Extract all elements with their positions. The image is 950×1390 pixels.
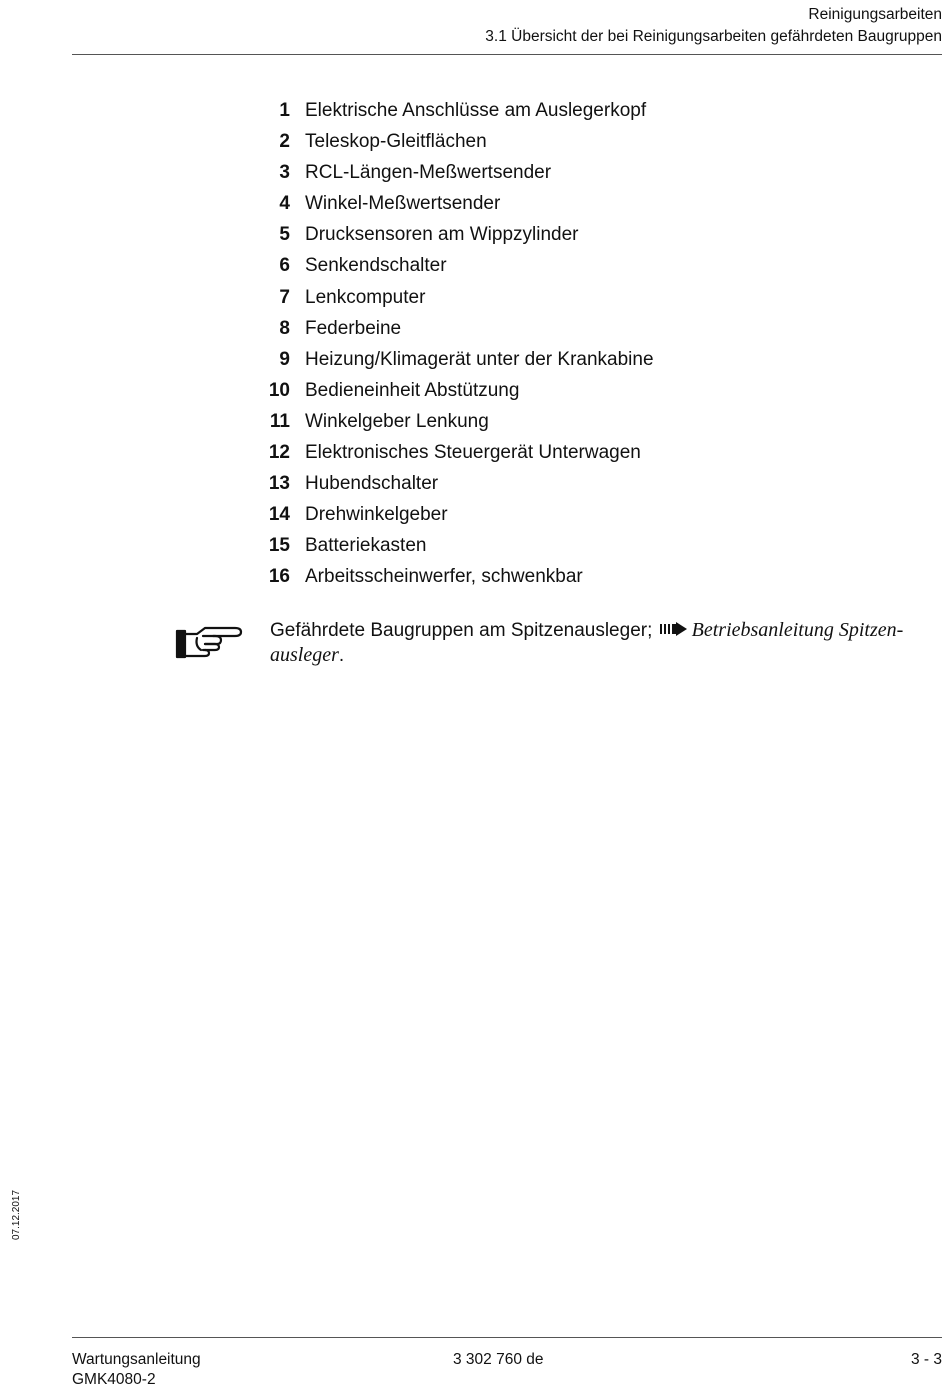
item-number: 9 — [279, 348, 290, 370]
manual-title: Wartungsanleitung — [72, 1351, 201, 1368]
list-item — [240, 411, 654, 442]
list-item — [240, 473, 654, 504]
item-number: 5 — [279, 224, 290, 246]
item-number: 15 — [268, 535, 290, 557]
list-item — [240, 535, 654, 566]
item-number: 6 — [279, 255, 290, 277]
item-label: Heizung/Klimagerät unter der Krankabine — [305, 348, 654, 370]
list-item — [240, 504, 654, 535]
item-label: Elektrische Anschlüsse am Auslegerkopf — [305, 100, 647, 121]
list-item — [240, 318, 654, 349]
footer-manual-info — [72, 1350, 201, 1390]
document-number: 3 302 760 de — [453, 1351, 544, 1368]
item-label: Bedieneinheit Abstützung — [305, 379, 520, 401]
item-number: 10 — [268, 379, 290, 401]
list-item — [240, 193, 654, 224]
reference-arrow-icon — [660, 622, 688, 636]
item-number: 1 — [279, 100, 290, 121]
item-label: Drucksensoren am Wippzylinder — [305, 224, 579, 246]
list-item — [240, 100, 654, 131]
note-message: Gefährdete Baugruppen am Spitzenausleger; — [270, 620, 653, 641]
list-item — [240, 442, 654, 473]
item-label: Drehwinkelgeber — [305, 504, 448, 526]
item-label: Arbeitsscheinwerfer, schwenkbar — [305, 566, 583, 588]
item-number: 3 — [279, 162, 290, 184]
component-list — [240, 100, 654, 598]
item-number: 2 — [279, 131, 290, 153]
page-header — [485, 4, 942, 48]
pointing-hand-icon — [175, 622, 243, 662]
list-item — [240, 224, 654, 255]
item-number: 4 — [279, 193, 290, 215]
list-item — [240, 162, 654, 193]
item-number: 8 — [279, 317, 290, 339]
header-divider — [72, 54, 942, 55]
item-label: RCL-Längen-Meßwertsender — [305, 162, 552, 184]
list-item — [240, 380, 654, 411]
item-label: Elektronisches Steuergerät Unterwagen — [305, 442, 641, 464]
item-label: Federbeine — [305, 317, 402, 339]
footer-divider — [72, 1337, 942, 1338]
list-item — [240, 255, 654, 286]
item-number: 11 — [269, 410, 290, 432]
item-number: 16 — [268, 566, 290, 588]
item-label: Hubendschalter — [305, 473, 439, 495]
model-name: GMK4080-2 — [72, 1371, 156, 1388]
item-number: 12 — [268, 442, 290, 464]
item-number: 13 — [268, 473, 290, 495]
item-label: Teleskop-Gleitflächen — [305, 131, 487, 153]
list-item — [240, 287, 654, 318]
item-label: Winkelgeber Lenkung — [305, 410, 489, 432]
list-item — [240, 131, 654, 162]
list-item — [240, 566, 654, 597]
reference-link-part2[interactable]: ausleger — [270, 644, 339, 666]
chapter-title: Reinigungsarbeiten — [808, 6, 942, 23]
item-number: 7 — [279, 286, 290, 308]
reference-link-part1[interactable]: Betriebsanleitung Spitzen- — [691, 619, 904, 641]
item-label: Winkel-Meßwertsender — [305, 193, 501, 215]
section-title: 3.1 Übersicht der bei Reinigungsarbeiten gefährdeten Baugruppen — [485, 28, 942, 45]
item-label: Senkendschalter — [305, 255, 447, 277]
item-number: 14 — [268, 504, 290, 526]
page-number: 3 - 3 — [910, 1351, 942, 1368]
note-text — [270, 618, 935, 668]
note-period: . — [338, 645, 345, 666]
item-label: Batteriekasten — [305, 535, 427, 557]
list-item — [240, 349, 654, 380]
revision-date: 07.12.2017 — [11, 1189, 22, 1240]
item-label: Lenkcomputer — [305, 286, 426, 308]
